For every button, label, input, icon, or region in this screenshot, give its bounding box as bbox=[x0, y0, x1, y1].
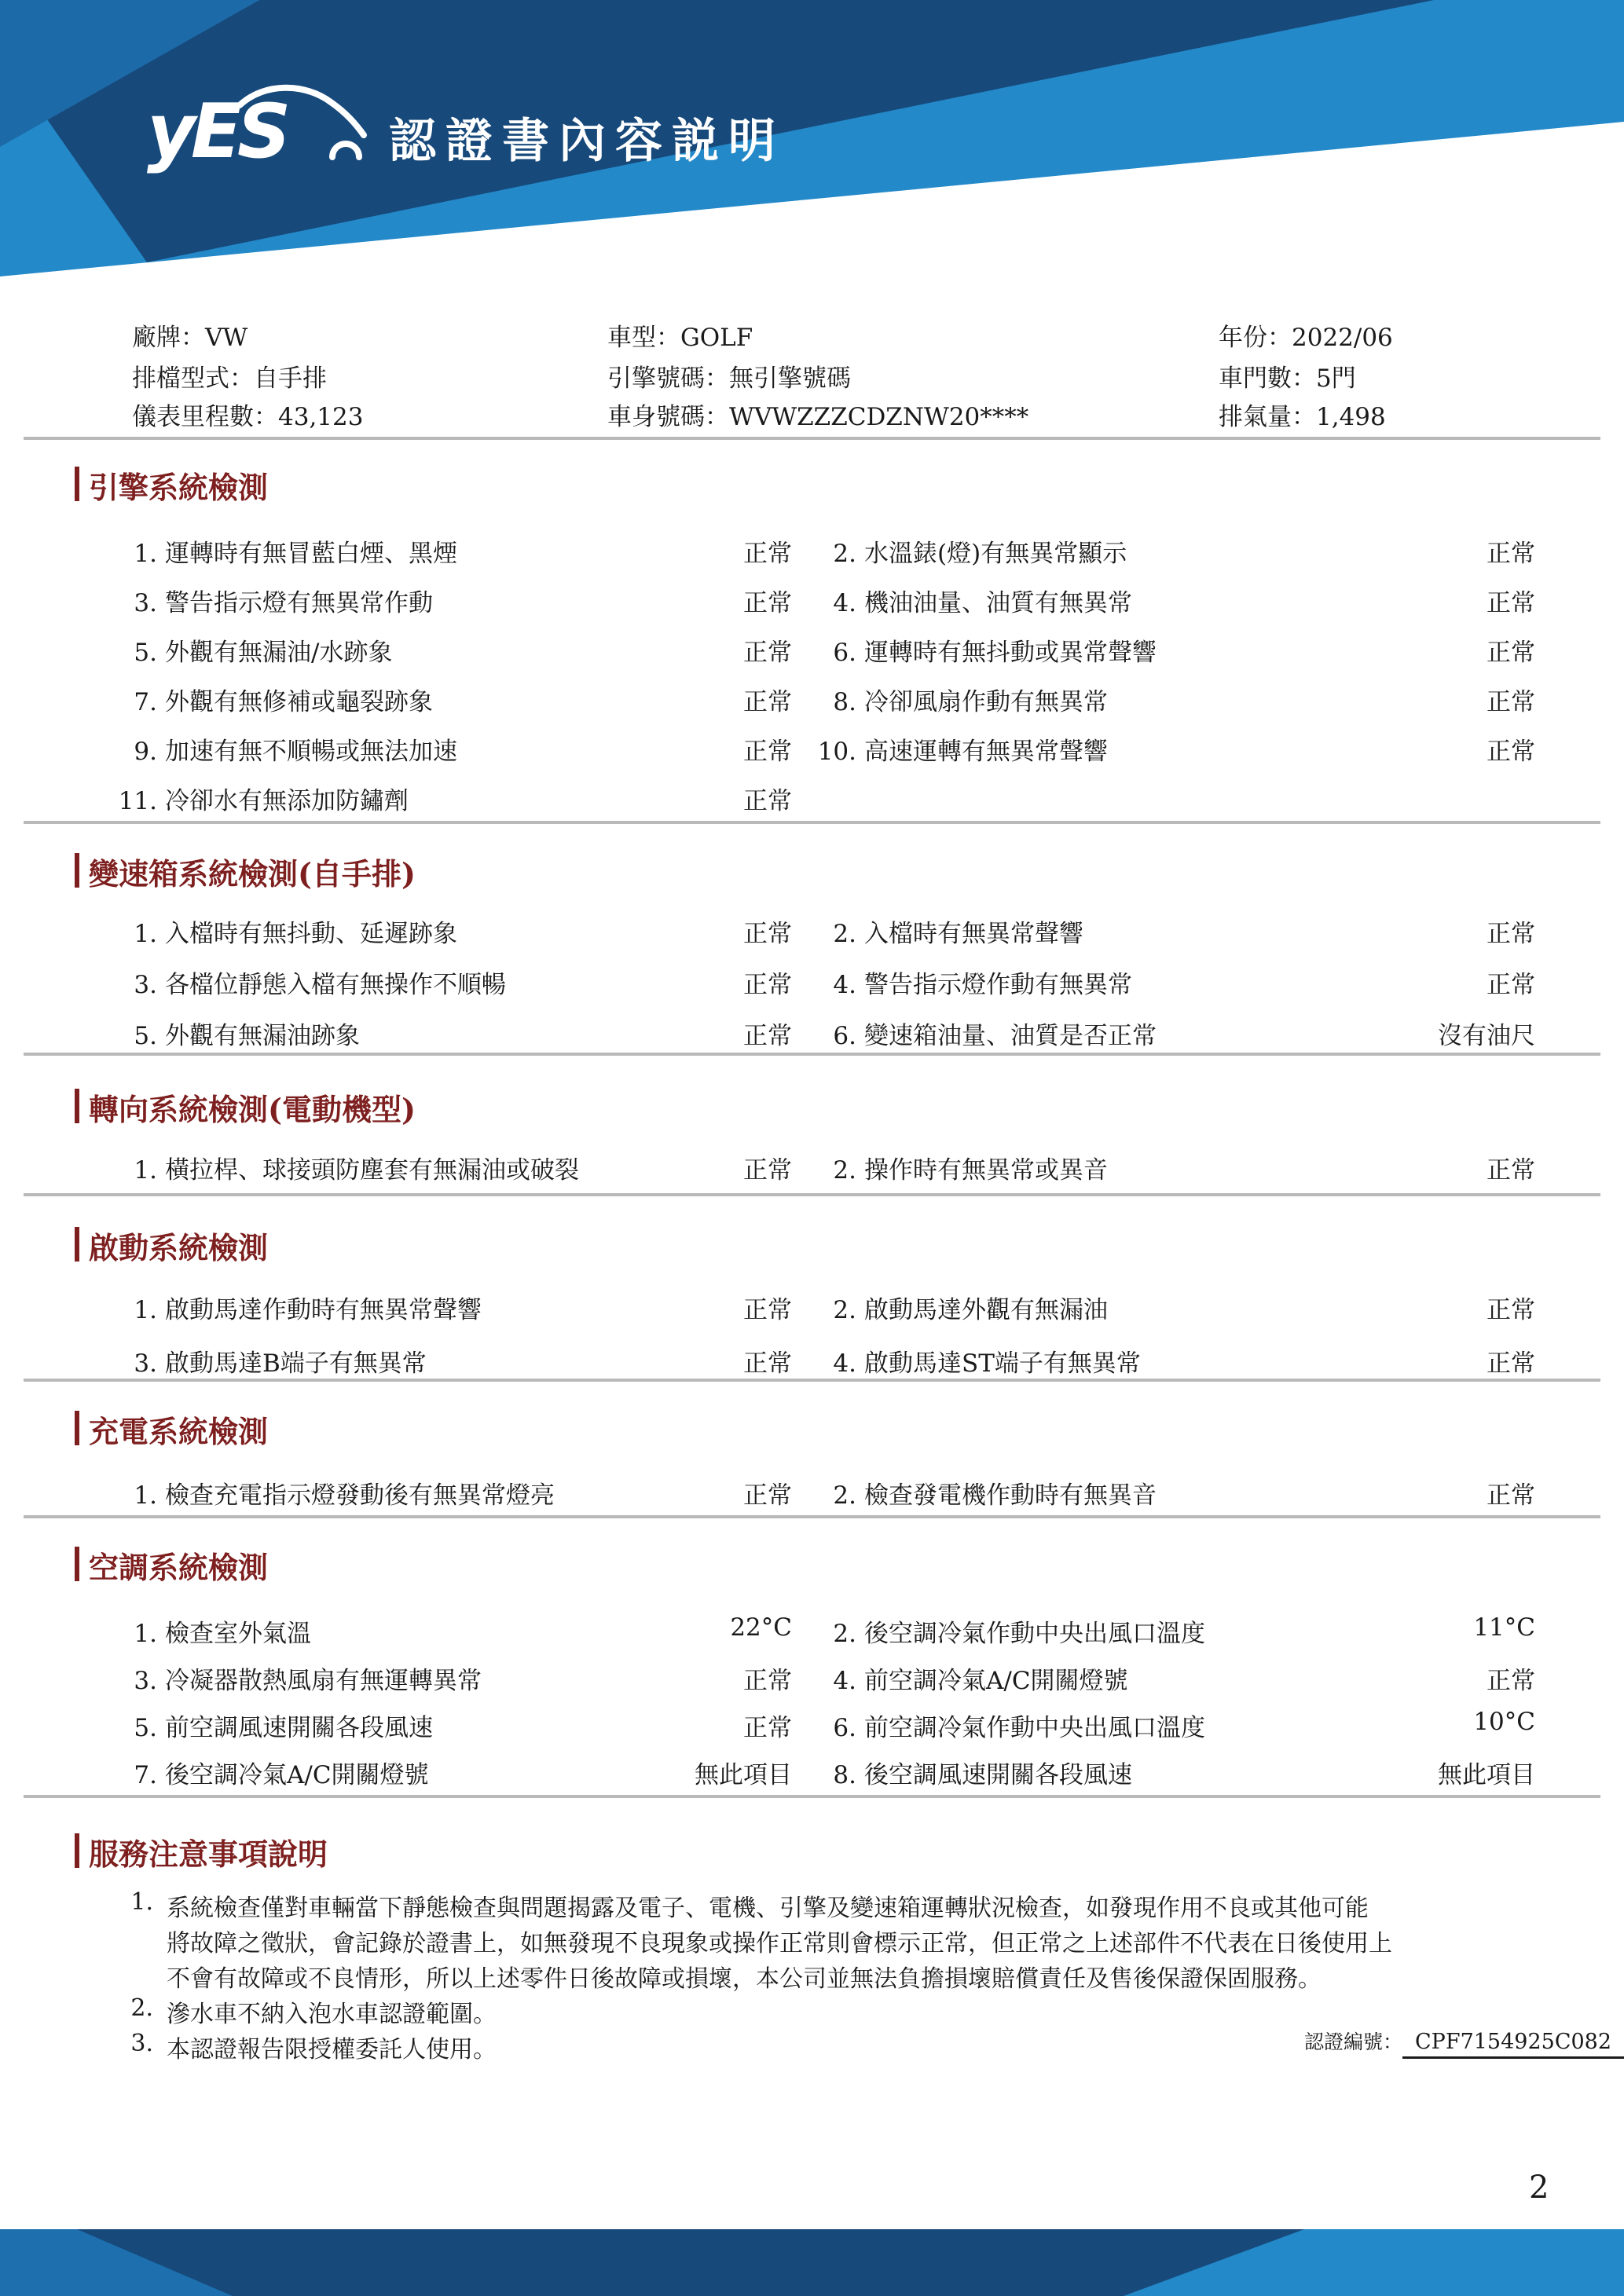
note-line: 不會有故障或不良情形，所以上述零件日後故障或損壞，本公司並無法負擔損壞賠償責任及售後保證保固服務。 bbox=[167, 1965, 1322, 1993]
info-field bbox=[132, 358, 327, 394]
item-result: 正常 bbox=[743, 1156, 792, 1185]
item-number: 1. bbox=[134, 540, 157, 568]
checklist-item bbox=[102, 1475, 555, 1511]
item-label: 警告指示燈有無異常作動 bbox=[165, 589, 433, 617]
item-label: 冷卻風扇作動有無異常 bbox=[864, 688, 1108, 716]
checklist-item bbox=[102, 1343, 427, 1379]
checklist-item bbox=[800, 731, 1108, 767]
item-result: 正常 bbox=[743, 688, 792, 716]
item-result: 正常 bbox=[1487, 971, 1535, 999]
section-title: 引擎系統檢測 bbox=[89, 470, 269, 505]
info-value: GOLF bbox=[680, 324, 753, 352]
item-number: 1. bbox=[134, 920, 157, 948]
section-divider bbox=[24, 1515, 1600, 1518]
info-label: 儀表里程數： bbox=[132, 403, 278, 431]
item-label: 檢查發電機作動時有無異音 bbox=[864, 1481, 1157, 1510]
item-number: 4. bbox=[833, 1667, 856, 1695]
info-value: 2022/06 bbox=[1292, 324, 1393, 352]
checklist-item bbox=[800, 1150, 1108, 1185]
section-divider bbox=[24, 1053, 1600, 1056]
item-label: 外觀有無修補或龜裂跡象 bbox=[165, 688, 433, 716]
item-label: 運轉時有無抖動或異常聲響 bbox=[864, 639, 1157, 667]
section-title-bar bbox=[75, 1547, 79, 1581]
item-result: 正常 bbox=[1487, 589, 1535, 617]
checklist-item bbox=[800, 1708, 1205, 1743]
note-line: 本認證報告限授權委託人使用。 bbox=[167, 2036, 497, 2063]
section-title: 啟動系統檢測 bbox=[89, 1230, 269, 1265]
info-label: 車身號碼： bbox=[607, 403, 729, 431]
item-number: 11. bbox=[118, 787, 157, 815]
item-number: 3. bbox=[134, 589, 157, 617]
item-result: 正常 bbox=[743, 971, 792, 999]
item-number: 5. bbox=[134, 1022, 157, 1050]
checklist-item bbox=[800, 1290, 1108, 1325]
certificate-number-label: 認證編號： bbox=[1304, 2031, 1403, 2053]
info-label: 排氣量： bbox=[1219, 403, 1316, 431]
checklist-item bbox=[102, 1755, 429, 1790]
item-number: 4. bbox=[833, 971, 856, 999]
info-label: 廠牌： bbox=[132, 324, 205, 352]
item-label: 運轉時有無冒藍白煙、黑煙 bbox=[165, 540, 457, 568]
certificate-number-value: CPF7154925C082 bbox=[1402, 2030, 1624, 2059]
item-label: 外觀有無漏油/水跡象 bbox=[165, 639, 393, 667]
item-label: 啟動馬達作動時有無異常聲響 bbox=[165, 1296, 482, 1324]
item-result: 正常 bbox=[743, 589, 792, 617]
item-label: 檢查室外氣溫 bbox=[165, 1620, 311, 1648]
section-title: 空調系統檢測 bbox=[89, 1550, 269, 1585]
info-divider bbox=[24, 437, 1600, 440]
item-result: 無此項目 bbox=[695, 1761, 792, 1789]
info-field bbox=[607, 317, 753, 353]
info-value: 無引擎號碼 bbox=[729, 364, 851, 393]
checklist-item bbox=[102, 1661, 482, 1696]
page-number: 2 bbox=[1529, 2170, 1549, 2206]
note-line: 將故障之徵狀，會記錄於證書上，如無發現不良現象或操作正常則會標示正常，但正常之上述部件不代表在日後使用上 bbox=[167, 1930, 1392, 1957]
info-label: 排檔型式： bbox=[132, 364, 254, 393]
item-number: 2. bbox=[833, 1296, 856, 1324]
item-number: 7. bbox=[134, 688, 157, 716]
checklist-item bbox=[800, 1613, 1205, 1649]
info-value: 5門 bbox=[1316, 364, 1356, 393]
section-title-bar bbox=[75, 467, 79, 501]
checklist-item bbox=[800, 533, 1127, 569]
item-number: 1. bbox=[134, 1481, 157, 1510]
item-number: 5. bbox=[134, 1714, 157, 1742]
note-number: 3. bbox=[130, 2030, 153, 2057]
checklist-item bbox=[102, 1613, 311, 1649]
section-title: 充電系統檢測 bbox=[89, 1414, 269, 1449]
section-divider bbox=[24, 821, 1600, 824]
item-result: 正常 bbox=[1487, 1349, 1535, 1378]
item-label: 前空調冷氣A/C開關燈號 bbox=[864, 1667, 1128, 1695]
item-number: 3. bbox=[134, 1667, 157, 1695]
checklist-item bbox=[102, 583, 433, 618]
info-value: WVWZZZCDZNW20**** bbox=[729, 403, 1029, 431]
item-number: 6. bbox=[833, 1022, 856, 1050]
item-result: 22°C bbox=[730, 1613, 792, 1642]
item-number: 6. bbox=[833, 1714, 856, 1742]
item-label: 冷卻水有無添加防鏽劑 bbox=[165, 787, 409, 815]
checklist-item bbox=[800, 1343, 1141, 1379]
section-title-bar bbox=[75, 1089, 79, 1123]
item-label: 操作時有無異常或異音 bbox=[864, 1156, 1108, 1185]
info-value: VW bbox=[205, 324, 248, 352]
checklist-item bbox=[800, 1755, 1132, 1790]
info-field bbox=[1219, 397, 1386, 432]
item-result: 沒有油尺 bbox=[1438, 1022, 1535, 1050]
item-result: 正常 bbox=[743, 920, 792, 948]
item-label: 前空調冷氣作動中央出風口溫度 bbox=[864, 1714, 1205, 1742]
item-number: 9. bbox=[134, 738, 157, 766]
checklist-item bbox=[102, 731, 457, 767]
checklist-item bbox=[800, 682, 1108, 717]
item-label: 橫拉桿、球接頭防塵套有無漏油或破裂 bbox=[165, 1156, 579, 1185]
item-result: 正常 bbox=[743, 1667, 792, 1695]
certificate-number-row bbox=[1304, 2027, 1624, 2059]
info-field bbox=[607, 358, 851, 394]
checklist-item bbox=[102, 682, 433, 717]
item-number: 8. bbox=[833, 688, 856, 716]
item-result: 無此項目 bbox=[1438, 1761, 1535, 1789]
info-value: 43,123 bbox=[278, 403, 364, 431]
item-result: 正常 bbox=[743, 1022, 792, 1050]
section-divider bbox=[24, 1379, 1600, 1382]
item-result: 正常 bbox=[1487, 1296, 1535, 1324]
item-result: 正常 bbox=[1487, 639, 1535, 667]
item-label: 冷凝器散熱風扇有無運轉異常 bbox=[165, 1667, 482, 1695]
item-result: 正常 bbox=[743, 540, 792, 568]
yes-logo-text: yES bbox=[147, 89, 287, 175]
item-number: 1. bbox=[134, 1156, 157, 1185]
section-title-bar bbox=[75, 853, 79, 888]
checklist-item bbox=[102, 1708, 433, 1743]
item-result: 正常 bbox=[1487, 738, 1535, 766]
checklist-item bbox=[800, 583, 1132, 618]
item-label: 啟動馬達外觀有無漏油 bbox=[864, 1296, 1108, 1324]
checklist-item bbox=[800, 1475, 1157, 1511]
checklist-item bbox=[102, 1016, 360, 1051]
footer-banner bbox=[0, 2229, 1624, 2296]
info-label: 引擎號碼： bbox=[607, 364, 729, 393]
item-result: 正常 bbox=[1487, 920, 1535, 948]
info-field bbox=[132, 317, 247, 353]
item-number: 8. bbox=[833, 1761, 856, 1789]
checklist-item bbox=[102, 1150, 579, 1185]
info-label: 車型： bbox=[607, 324, 680, 352]
item-label: 水溫錶(燈)有無異常顯示 bbox=[864, 540, 1127, 568]
item-result: 正常 bbox=[743, 1714, 792, 1742]
checklist-item bbox=[102, 632, 392, 668]
item-label: 前空調風速開關各段風速 bbox=[165, 1714, 433, 1742]
note-line: 系統檢查僅對車輛當下靜態檢查與問題揭露及電子、電機、引擎及變速箱運轉狀況檢查，如發現作用不良或其他可能 bbox=[167, 1895, 1369, 1922]
section-title-bar bbox=[75, 1227, 79, 1262]
note-number: 2. bbox=[130, 1994, 153, 2022]
section-title: 轉向系統檢測(電動機型) bbox=[89, 1092, 416, 1127]
item-result: 正常 bbox=[743, 639, 792, 667]
checklist-item bbox=[102, 965, 506, 1000]
section-title-bar bbox=[75, 1411, 79, 1445]
item-label: 入檔時有無異常聲響 bbox=[864, 920, 1083, 948]
checklist-item bbox=[102, 533, 457, 569]
info-value: 1,498 bbox=[1316, 403, 1386, 431]
item-label: 機油油量、油質有無異常 bbox=[864, 589, 1132, 617]
info-label: 車門數： bbox=[1219, 364, 1316, 393]
item-result: 正常 bbox=[743, 1296, 792, 1324]
item-number: 2. bbox=[833, 1156, 856, 1185]
page-title: 認證書內容説明 bbox=[389, 115, 785, 167]
item-number: 3. bbox=[134, 971, 157, 999]
section-divider bbox=[24, 1795, 1600, 1798]
item-number: 1. bbox=[134, 1620, 157, 1648]
info-field bbox=[132, 397, 363, 432]
item-number: 4. bbox=[833, 589, 856, 617]
item-label: 外觀有無漏油跡象 bbox=[165, 1022, 360, 1050]
checklist-item bbox=[102, 914, 457, 949]
item-number: 3. bbox=[134, 1349, 157, 1378]
item-label: 變速箱油量、油質是否正常 bbox=[864, 1022, 1157, 1050]
item-number: 2. bbox=[833, 1481, 856, 1510]
item-label: 加速有無不順暢或無法加速 bbox=[165, 738, 457, 766]
checklist-item bbox=[800, 632, 1157, 668]
item-number: 2. bbox=[833, 920, 856, 948]
item-label: 檢查充電指示燈發動後有無異常燈亮 bbox=[165, 1481, 555, 1510]
item-label: 後空調冷氣作動中央出風口溫度 bbox=[864, 1620, 1205, 1648]
info-value: 自手排 bbox=[254, 364, 327, 393]
info-field bbox=[1219, 317, 1393, 353]
item-result: 正常 bbox=[743, 1481, 792, 1510]
item-result: 正常 bbox=[1487, 1156, 1535, 1185]
item-number: 1. bbox=[134, 1296, 157, 1324]
item-label: 啟動馬達ST端子有無異常 bbox=[864, 1349, 1141, 1378]
notes-title: 服務注意事項說明 bbox=[89, 1836, 328, 1872]
checklist-item bbox=[102, 1290, 482, 1325]
item-number: 2. bbox=[833, 540, 856, 568]
note-line: 滲水車不納入泡水車認證範圍。 bbox=[167, 2001, 497, 2028]
car-wheel-icon bbox=[332, 144, 359, 157]
item-number: 7. bbox=[134, 1761, 157, 1789]
item-label: 入檔時有無抖動、延遲跡象 bbox=[165, 920, 457, 948]
item-result: 正常 bbox=[743, 1349, 792, 1378]
item-result: 11°C bbox=[1473, 1613, 1535, 1642]
item-number: 10. bbox=[817, 738, 856, 766]
checklist-item bbox=[800, 914, 1083, 949]
info-field bbox=[607, 397, 1028, 432]
item-result: 正常 bbox=[1487, 688, 1535, 716]
item-result: 正常 bbox=[1487, 1667, 1535, 1695]
item-result: 正常 bbox=[1487, 1481, 1535, 1510]
notes-title-bar bbox=[75, 1833, 79, 1868]
item-result: 10°C bbox=[1473, 1708, 1535, 1736]
yes-logo bbox=[145, 79, 381, 177]
section-divider bbox=[24, 1193, 1600, 1196]
checklist-item bbox=[800, 1016, 1157, 1051]
item-result: 正常 bbox=[1487, 540, 1535, 568]
item-number: 5. bbox=[134, 639, 157, 667]
item-number: 4. bbox=[833, 1349, 856, 1378]
item-label: 後空調冷氣A/C開關燈號 bbox=[165, 1761, 429, 1789]
checklist-item bbox=[800, 965, 1132, 1000]
item-result: 正常 bbox=[743, 738, 792, 766]
item-number: 6. bbox=[833, 639, 856, 667]
item-label: 後空調風速開關各段風速 bbox=[864, 1761, 1132, 1789]
item-number: 2. bbox=[833, 1620, 856, 1648]
item-result: 正常 bbox=[743, 787, 792, 815]
item-label: 警告指示燈作動有無異常 bbox=[864, 971, 1132, 999]
info-label: 年份： bbox=[1219, 324, 1292, 352]
item-label: 高速運轉有無異常聲響 bbox=[864, 738, 1108, 766]
item-label: 各檔位靜態入檔有無操作不順暢 bbox=[165, 971, 506, 999]
checklist-item bbox=[102, 781, 409, 816]
item-label: 啟動馬達B端子有無異常 bbox=[165, 1349, 427, 1378]
checklist-item bbox=[800, 1661, 1128, 1696]
section-title: 變速箱系統檢測(自手排) bbox=[89, 856, 416, 892]
note-number: 1. bbox=[130, 1888, 153, 1916]
info-field bbox=[1219, 358, 1356, 394]
